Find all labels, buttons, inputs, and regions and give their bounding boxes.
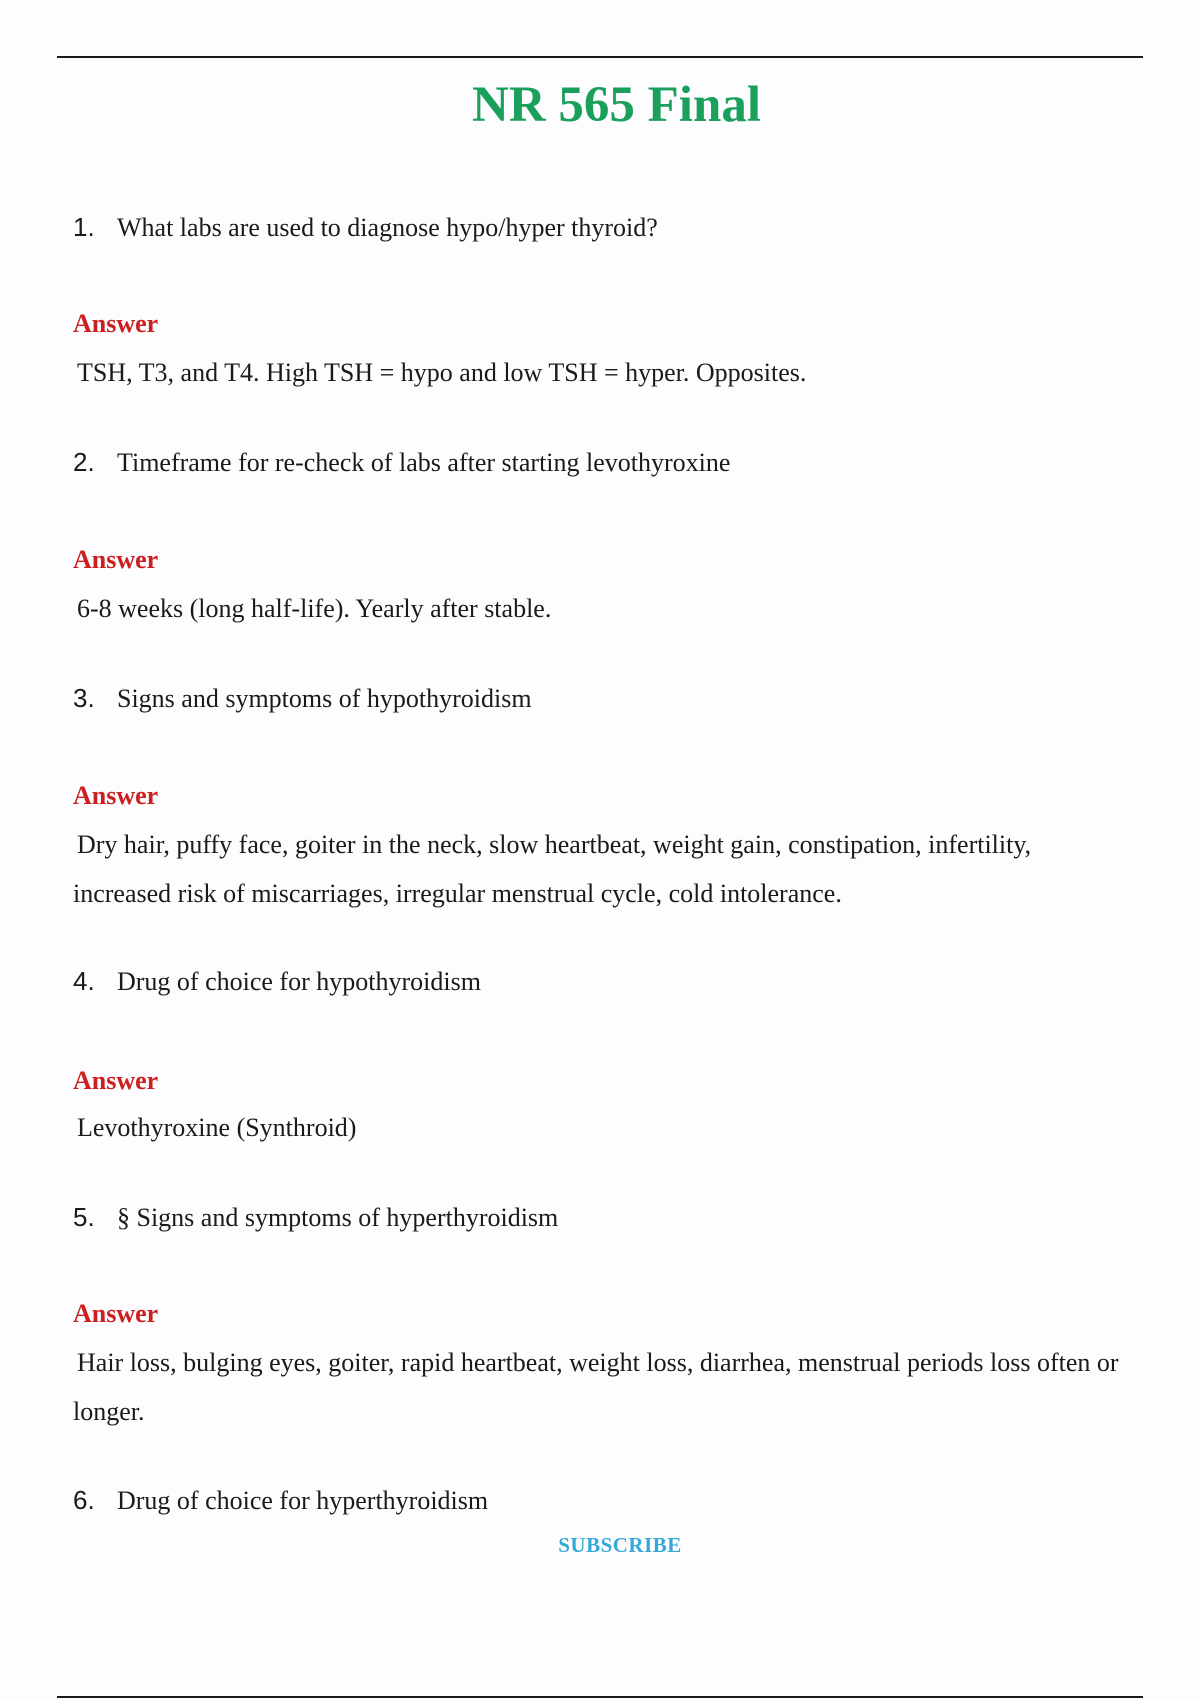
question-text: § Signs and symptoms of hyperthyroidism bbox=[117, 1203, 559, 1232]
question-number: 4. bbox=[73, 966, 95, 996]
question-number: 2. bbox=[73, 447, 95, 477]
answer-2: 6-8 weeks (long half-life). Yearly after stable. bbox=[77, 594, 552, 623]
question-6 bbox=[73, 1480, 488, 1521]
question-text: Timeframe for re-check of labs after starting levothyroxine bbox=[117, 448, 731, 477]
question-text: Signs and symptoms of hypothyroidism bbox=[117, 684, 532, 713]
answer-label-4: Answer bbox=[73, 1066, 159, 1095]
question-5 bbox=[73, 1197, 558, 1238]
answer-label-5: Answer bbox=[73, 1299, 159, 1328]
question-text: Drug of choice for hypothyroidism bbox=[117, 967, 481, 996]
answer-1: TSH, T3, and T4. High TSH = hypo and low TSH = hyper. Opposites. bbox=[77, 358, 807, 387]
answer-label-3: Answer bbox=[73, 781, 159, 810]
answer-label-1: Answer bbox=[73, 309, 159, 338]
answer-3: Dry hair, puffy face, goiter in the neck, slow heartbeat, weight gain, constipation, infertility, increased risk of miscarriages, irregular menstrual cycle, cold intolerance. bbox=[73, 830, 1032, 908]
question-number: 1. bbox=[73, 212, 95, 242]
question-4 bbox=[73, 961, 481, 1002]
question-1 bbox=[73, 207, 658, 248]
question-number: 6. bbox=[73, 1485, 95, 1515]
bottom-rule bbox=[57, 1696, 1143, 1698]
question-text: Drug of choice for hyperthyroidism bbox=[117, 1486, 489, 1515]
top-rule bbox=[57, 56, 1143, 58]
answer-4: Levothyroxine (Synthroid) bbox=[77, 1113, 357, 1142]
question-number: 5. bbox=[73, 1202, 95, 1232]
question-2 bbox=[73, 442, 730, 483]
subscribe-link[interactable]: SUBSCRIBE bbox=[558, 1533, 682, 1557]
question-3 bbox=[73, 678, 532, 719]
answer-label-2: Answer bbox=[73, 545, 159, 574]
question-text: What labs are used to diagnose hypo/hyper thyroid? bbox=[117, 213, 658, 242]
page-title: NR 565 Final bbox=[471, 77, 762, 133]
question-number: 3. bbox=[73, 683, 95, 713]
answer-5: Hair loss, bulging eyes, goiter, rapid heartbeat, weight loss, diarrhea, menstrual periods loss often or longer. bbox=[73, 1348, 1119, 1426]
